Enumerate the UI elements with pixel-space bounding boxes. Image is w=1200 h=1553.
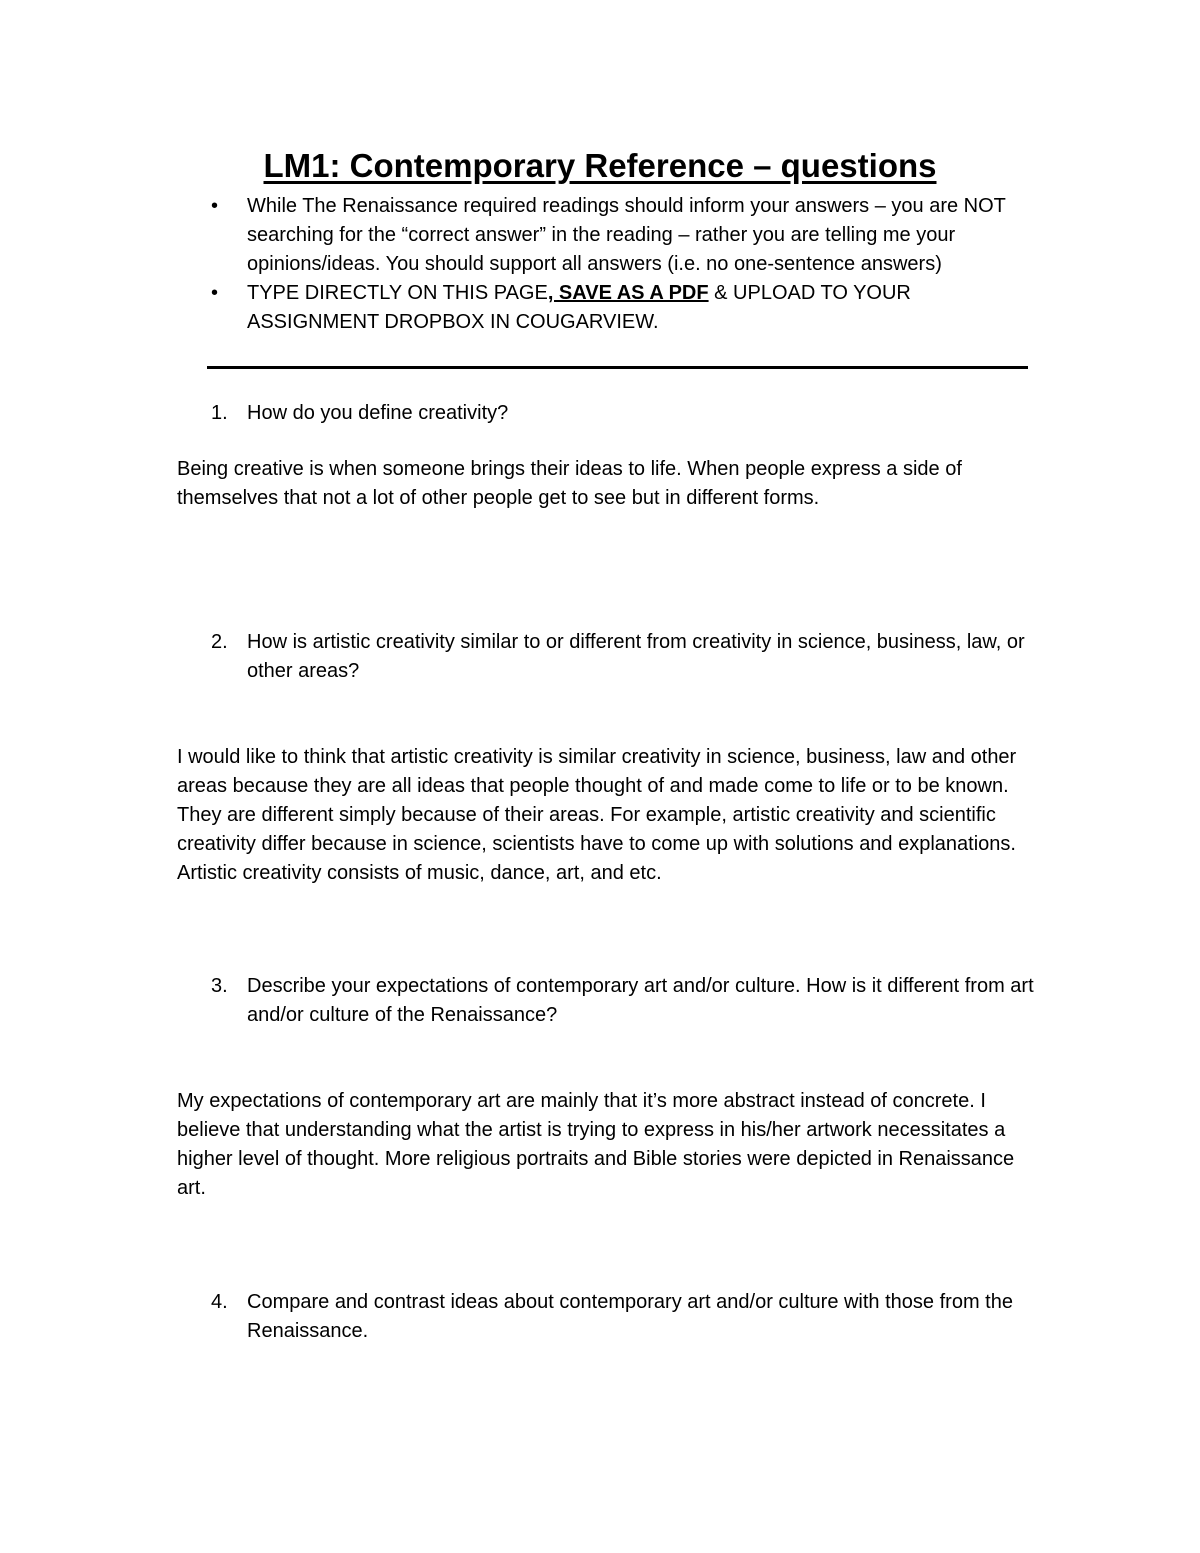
instruction-text: & UPLOAD TO YOUR ASSIGNMENT DROPBOX IN COUGARVIEW. bbox=[247, 282, 911, 333]
instruction-emphasis: , SAVE AS A PDF bbox=[547, 282, 709, 304]
question-text: Compare and contrast ideas about contemporary art and/or culture with those from the Renaissance. bbox=[247, 1291, 1013, 1342]
instruction-item bbox=[207, 192, 1037, 279]
page-title: LM1: Contemporary Reference – questions bbox=[263, 147, 937, 184]
question-2 bbox=[211, 628, 1067, 686]
section-divider bbox=[207, 366, 1028, 369]
question-3 bbox=[211, 972, 1067, 1030]
answer-3[interactable]: My expectations of contemporary art are mainly that it’s more abstract instead of concrete. I believe that understanding what the artist is trying to express in his/her artwork necessitates a higher level of thought. More religious portraits and Bible stories were depicted in Renaissance art. bbox=[177, 1090, 1015, 1199]
question-number: 3. bbox=[211, 975, 228, 997]
instruction-text: TYPE DIRECTLY ON THIS PAGE bbox=[247, 282, 548, 304]
answer-2[interactable]: I would like to think that artistic creativity is similar creativity in science, business, law and other areas because they are all ideas that people thought of and made come to life or to be known. They are different simply because of their areas. For example, artistic creativity and scientific creativity differ because in science, scientists have to come up with solutions and explanations. Artistic creativity consists of music, dance, art, and etc. bbox=[177, 746, 1017, 884]
instructions-list bbox=[207, 192, 1037, 337]
question-number: 1. bbox=[211, 402, 228, 424]
question-text: How is artistic creativity similar to or different from creativity in science, business, law, or other areas? bbox=[247, 631, 1025, 682]
question-text: How do you define creativity? bbox=[247, 402, 509, 424]
bullet-icon: • bbox=[211, 282, 219, 304]
instruction-item bbox=[207, 279, 1037, 337]
question-text: Describe your expectations of contemporary art and/or culture. How is it different from art and/or culture of the Renaissance? bbox=[247, 975, 1034, 1026]
question-number: 4. bbox=[211, 1291, 228, 1313]
question-number: 2. bbox=[211, 631, 228, 653]
question-4 bbox=[211, 1288, 1067, 1346]
answer-1[interactable]: Being creative is when someone brings their ideas to life. When people express a side of themselves that not a lot of other people get to see but in different forms. bbox=[177, 458, 962, 509]
instruction-text: While The Renaissance required readings should inform your answers – you are NOT searching for the “correct answer” in the reading – rather you are telling me your opinions/ideas. You should support all answers (i.e. no one-sentence answers) bbox=[247, 195, 1006, 275]
question-1 bbox=[211, 399, 1067, 428]
bullet-icon: • bbox=[211, 195, 219, 217]
